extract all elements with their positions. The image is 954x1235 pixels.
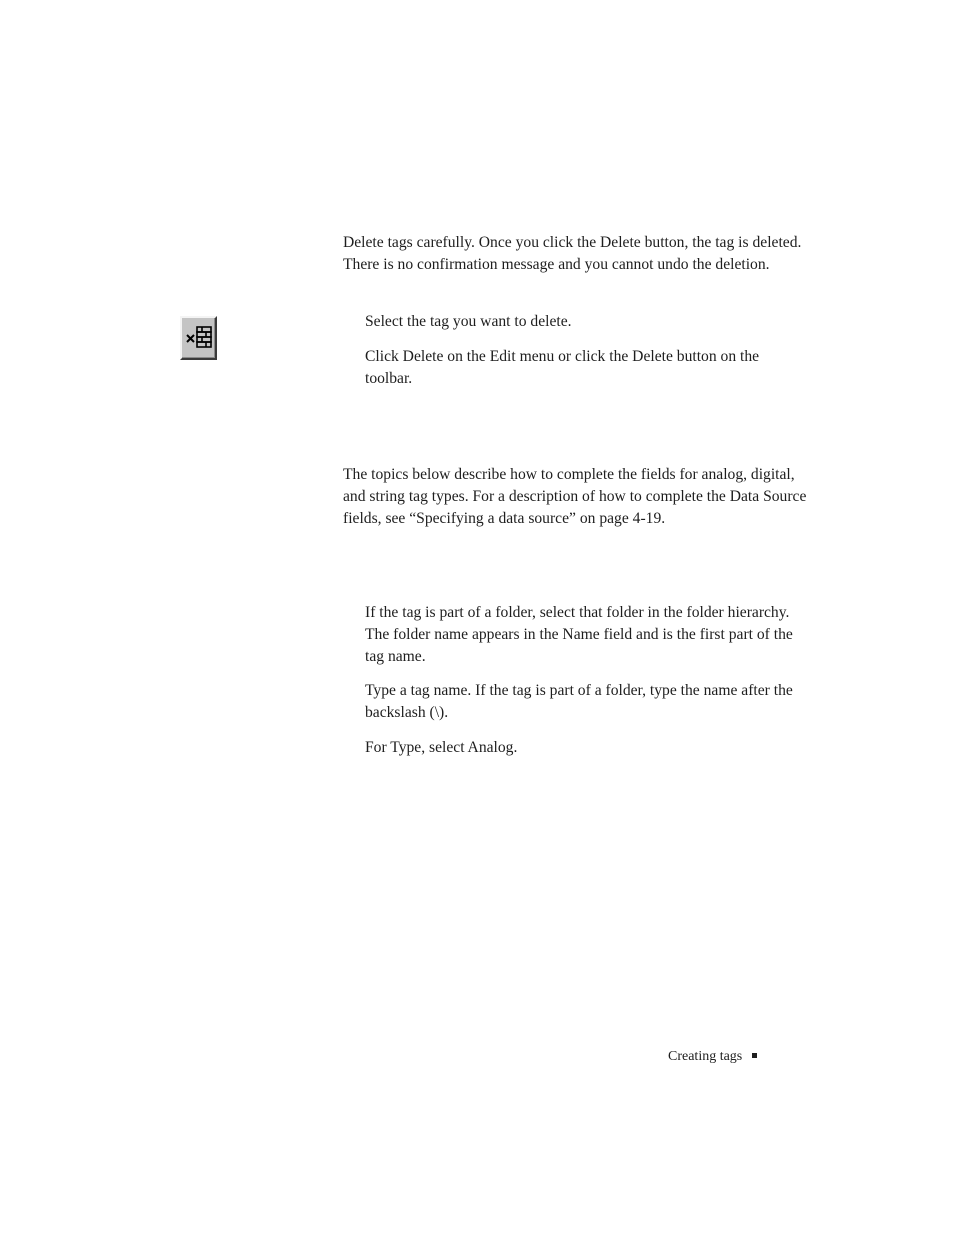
delete-tag-icon bbox=[183, 322, 216, 356]
page-footer bbox=[668, 1047, 757, 1067]
analog-step-1: If the tag is part of a folder, select that folder in the folder hierarchy. The folder name appears in the Name field and is the first part of the tag name. bbox=[365, 604, 793, 665]
analog-step-3: For Type, select Analog. bbox=[365, 739, 518, 756]
analog-step-2: Type a tag name. If the tag is part of a folder, type the name after the backslash (\). bbox=[365, 682, 793, 721]
delete-step-2: Click Delete on the Edit menu or click the Delete button on the toolbar. bbox=[365, 348, 760, 387]
topics-paragraph: The topics below describe how to complete the fields for analog, digital, and string tag types. For a description of how to complete the Data Source fields, see “Specifying a data source” on page 4-19. bbox=[343, 466, 807, 527]
delete-warning-paragraph: Delete tags carefully. Once you click the Delete button, the tag is deleted. There is no confirmation message and you cannot undo the deletion. bbox=[343, 234, 802, 273]
footer-section-title: Creating tags bbox=[668, 1049, 743, 1064]
delete-step-1: Select the tag you want to delete. bbox=[365, 313, 572, 330]
delete-tag-button[interactable] bbox=[180, 316, 217, 360]
footer-square-bullet-icon bbox=[752, 1053, 757, 1058]
